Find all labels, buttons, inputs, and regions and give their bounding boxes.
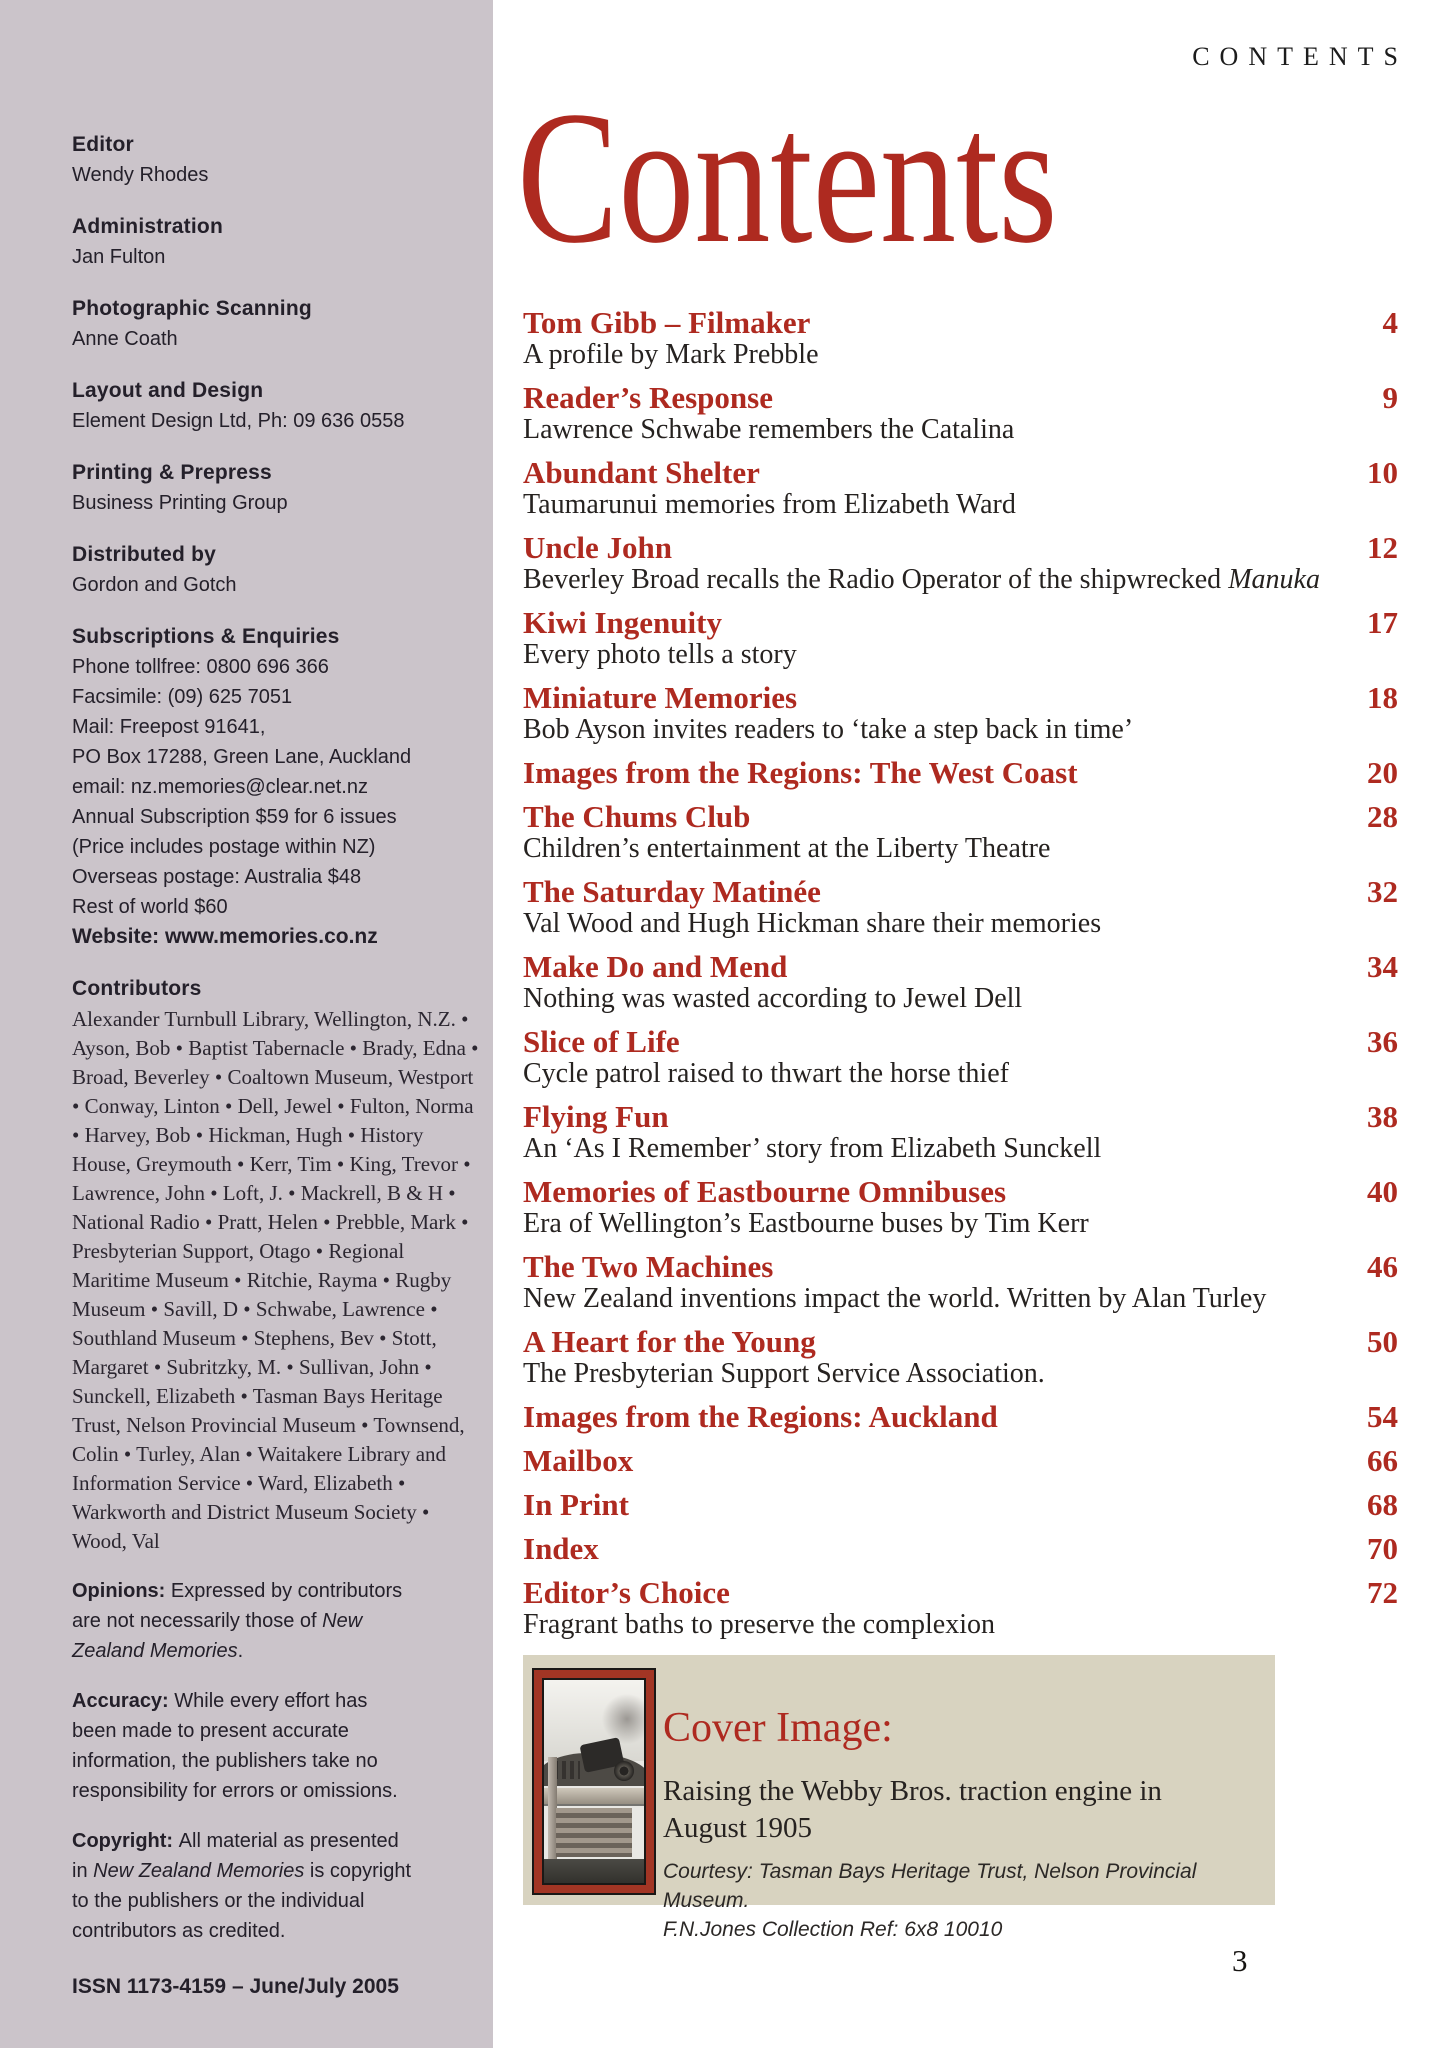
masthead-sections <box>72 130 483 952</box>
sidebar-section <box>72 212 412 272</box>
contributors-heading: Contributors <box>72 977 202 1000</box>
photo-water <box>544 1859 644 1883</box>
toc-entry-title: Tom Gibb – Filmaker <box>523 305 811 340</box>
toc-entry-page-number: 50 <box>1367 1324 1398 1359</box>
page-header-label: CONTENTS <box>1192 42 1408 71</box>
masthead-sidebar <box>0 0 493 2048</box>
toc-entry-page-number: 28 <box>1367 799 1398 834</box>
toc-subtitle-text: Taumarunui memories from Elizabeth Ward <box>523 489 1016 520</box>
cover-image-heading: Cover Image: <box>663 1705 893 1751</box>
table-of-contents <box>523 306 1398 1640</box>
sidebar-section-heading: Administration <box>72 215 223 238</box>
note-text: . <box>237 1640 244 1662</box>
toc-title-row <box>523 1175 1398 1208</box>
note-text: is copyright to the publishers or the individual contributors as credited. <box>72 1860 412 1942</box>
toc-entry <box>523 1250 1398 1314</box>
page-title: Contents <box>517 73 1058 283</box>
toc-subtitle-text: Children’s entertainment at the Liberty Theatre <box>523 833 1051 864</box>
sidebar-section-line: Anne Coath <box>72 328 178 350</box>
toc-title-row <box>523 456 1398 489</box>
sidebar-section <box>72 622 412 952</box>
toc-entry-page-number: 12 <box>1367 530 1398 565</box>
sidebar-section-heading: Editor <box>72 133 134 156</box>
toc-entry-page-number: 72 <box>1367 1575 1398 1610</box>
toc-entry-page-number: 4 <box>1382 305 1398 340</box>
toc-entry-page-number: 68 <box>1367 1487 1398 1522</box>
toc-entry <box>523 531 1398 595</box>
toc-entry <box>523 681 1398 745</box>
toc-entry-title: Index <box>523 1531 599 1566</box>
toc-title-row <box>523 800 1398 833</box>
contents-main-column <box>517 0 1408 2048</box>
sidebar-section-line: Business Printing Group <box>72 492 288 514</box>
toc-entry-subtitle <box>523 908 1398 939</box>
toc-entry-page-number: 40 <box>1367 1174 1398 1209</box>
sidebar-note <box>72 1576 417 1666</box>
cover-credit-line: F.N.Jones Collection Ref: 6x8 10010 <box>663 1918 1003 1941</box>
toc-entry-title: Flying Fun <box>523 1099 669 1134</box>
toc-entry-title: A Heart for the Young <box>523 1324 816 1359</box>
toc-entry-subtitle <box>523 1283 1398 1314</box>
photo-people <box>554 1761 580 1779</box>
note-label: Opinions: <box>72 1580 171 1602</box>
sidebar-section-line: Overseas postage: Australia $48 <box>72 866 362 888</box>
sidebar-section-line: Rest of world $60 <box>72 896 228 918</box>
toc-title-row <box>523 531 1398 564</box>
toc-title-row <box>523 1025 1398 1058</box>
toc-title-row <box>523 1532 1398 1565</box>
sidebar-section-line: Annual Subscription $59 for 6 issues <box>72 806 397 828</box>
toc-entry-title: The Two Machines <box>523 1249 774 1284</box>
cover-credit-line: Courtesy: Tasman Bays Heritage Trust, Nelson Provincial Museum. <box>663 1860 1197 1912</box>
sidebar-section <box>72 376 412 436</box>
photo-bridge-beam <box>544 1788 644 1804</box>
toc-title-row <box>523 681 1398 714</box>
toc-title-row <box>523 306 1398 339</box>
toc-entry <box>523 1100 1398 1164</box>
cover-image-box <box>523 1655 1275 1941</box>
toc-subtitle-text: New Zealand inventions impact the world. Written by Alan Turley <box>523 1283 1267 1314</box>
sidebar-section-line: Gordon and Gotch <box>72 574 237 596</box>
toc-entry-page-number: 34 <box>1367 949 1398 984</box>
toc-subtitle-text: Era of Wellington’s Eastbourne buses by Tim Kerr <box>523 1208 1089 1239</box>
note-text: While every effort has been made to present accurate information, the publishers take no responsibility for errors or omissions. <box>72 1690 398 1802</box>
toc-entry <box>523 606 1398 670</box>
sidebar-section <box>72 540 412 600</box>
sidebar-section-line: Facsimile: (09) 625 7051 <box>72 686 293 708</box>
sidebar-section <box>72 458 412 518</box>
toc-entry-title: In Print <box>523 1487 629 1522</box>
toc-entry <box>523 1325 1398 1389</box>
toc-entry-title: Slice of Life <box>523 1024 680 1059</box>
toc-entry-subtitle <box>523 1058 1398 1089</box>
toc-entry-page-number: 18 <box>1367 680 1398 715</box>
contributors-list: Alexander Turnbull Library, Wellington, N.Z. • Ayson, Bob • Baptist Tabernacle • Brady, Edna • Broad, Beverley • Coaltown Museum, Westport • Conway, Linton • Dell, Jewel • Fulton, Norma • Harvey, Bob • Hickman, Hugh • History House, Greymouth • Kerr, Tim • King, Trevor • Lawrence, John • Loft, J. • Mackrell, B & H • National Radio • Pratt, Helen • Prebble, Mark • Presbyterian Support, Otago • Regional Maritime Museum • Ritchie, Rayma • Rugby Museum • Savill, D • Schwabe, Lawrence • Southland Museum • Stephens, Bev • Stott, Margaret • Subritzky, M. • Sullivan, John • Sunckell, Elizabeth • Tasman Bays Heritage Trust, Nelson Provincial Museum • Townsend, Colin • Turley, Alan • Waitakere Library and Information Service • Ward, Elizabeth • Warkworth and District Museum Society • Wood, Val <box>72 1007 479 1553</box>
toc-entry-subtitle <box>523 639 1398 670</box>
toc-entry-subtitle <box>523 1358 1398 1389</box>
sidebar-section-heading: Photographic Scanning <box>72 297 312 320</box>
sidebar-section <box>72 294 412 354</box>
toc-entry <box>523 1444 1398 1477</box>
sidebar-section-line: Mail: Freepost 91641, <box>72 716 266 738</box>
toc-entry-subtitle <box>523 489 1398 520</box>
toc-entry-page-number: 9 <box>1382 380 1398 415</box>
toc-entry <box>523 1532 1398 1565</box>
toc-title-row <box>523 1100 1398 1133</box>
toc-title-row <box>523 1444 1398 1477</box>
toc-subtitle-text: Nothing was wasted according to Jewel Dell <box>523 983 1023 1014</box>
toc-entry <box>523 1400 1398 1433</box>
note-label: Copyright: <box>72 1830 179 1852</box>
note-label: Accuracy: <box>72 1690 175 1712</box>
toc-subtitle-italic: Manuka <box>1228 564 1320 595</box>
note-text: Expressed by contributors are not necessarily those of <box>72 1580 403 1632</box>
cover-photo-frame <box>532 1668 656 1895</box>
toc-entry-title: Uncle John <box>523 530 672 565</box>
cover-credit <box>663 1857 1263 1944</box>
toc-subtitle-text: Beverley Broad recalls the Radio Operator of the shipwrecked <box>523 564 1229 595</box>
toc-entry <box>523 1025 1398 1089</box>
toc-title-row <box>523 1576 1398 1609</box>
sidebar-section-line: Jan Fulton <box>72 246 166 268</box>
toc-entry-page-number: 36 <box>1367 1024 1398 1059</box>
toc-title-row <box>523 381 1398 414</box>
sidebar-note <box>72 1686 417 1806</box>
toc-entry-title: Editor’s Choice <box>523 1575 730 1610</box>
sidebar-section-heading: Layout and Design <box>72 379 264 402</box>
toc-entry-page-number: 10 <box>1367 455 1398 490</box>
toc-title-row <box>523 1488 1398 1521</box>
toc-subtitle-text: Lawrence Schwabe remembers the Catalina <box>523 414 1015 445</box>
toc-entry-page-number: 46 <box>1367 1249 1398 1284</box>
sidebar-section-line: Phone tollfree: 0800 696 366 <box>72 656 329 678</box>
page-number: 3 <box>1232 1943 1248 1978</box>
photo-log-stack <box>556 1808 632 1857</box>
toc-subtitle-text: Every photo tells a story <box>523 639 797 670</box>
toc-entry-title: Mailbox <box>523 1443 634 1478</box>
toc-entry-title: Miniature Memories <box>523 680 798 715</box>
toc-entry-subtitle <box>523 1609 1398 1640</box>
sidebar-section-line: PO Box 17288, Green Lane, Auckland <box>72 746 412 768</box>
sidebar-section-heading: Distributed by <box>72 543 216 566</box>
toc-subtitle-text: The Presbyterian Support Service Association. <box>523 1358 1045 1389</box>
toc-entry <box>523 1576 1398 1640</box>
toc-title-row <box>523 606 1398 639</box>
toc-entry-page-number: 38 <box>1367 1099 1398 1134</box>
sidebar-section <box>72 130 412 190</box>
toc-title-row <box>523 875 1398 908</box>
toc-entry-title: Memories of Eastbourne Omnibuses <box>523 1174 1007 1209</box>
toc-title-row <box>523 1325 1398 1358</box>
toc-entry-subtitle <box>523 983 1398 1014</box>
note-italic-title: New Zealand Memories <box>93 1860 305 1882</box>
publisher-notes <box>72 1576 483 1946</box>
cover-caption: Raising the Webby Bros. traction engine in August 1905 <box>663 1775 1162 1844</box>
toc-entry-subtitle <box>523 714 1398 745</box>
toc-entry-title: Abundant Shelter <box>523 455 760 490</box>
toc-entry <box>523 800 1398 864</box>
sidebar-section-line: Wendy Rhodes <box>72 164 209 186</box>
toc-entry-page-number: 70 <box>1367 1531 1398 1566</box>
toc-entry <box>523 381 1398 445</box>
toc-entry-page-number: 32 <box>1367 874 1398 909</box>
toc-entry-subtitle <box>523 1208 1398 1239</box>
toc-title-row <box>523 1250 1398 1283</box>
toc-entry-title: Reader’s Response <box>523 380 773 415</box>
toc-entry-subtitle <box>523 564 1398 595</box>
toc-entry-title: Make Do and Mend <box>523 949 788 984</box>
toc-entry <box>523 756 1398 789</box>
note-italic-title: New Zealand Memories <box>72 1610 363 1662</box>
sidebar-section-heading: Printing & Prepress <box>72 461 272 484</box>
toc-entry <box>523 1175 1398 1239</box>
toc-subtitle-text: An ‘As I Remember’ story from Elizabeth Sunckell <box>523 1133 1102 1164</box>
sidebar-section-line: Element Design Ltd, Ph: 09 636 0558 <box>72 410 405 432</box>
issn-line: ISSN 1173-4159 – June/July 2005 <box>72 1975 399 1998</box>
toc-entry-subtitle <box>523 833 1398 864</box>
toc-subtitle-text: Bob Ayson invites readers to ‘take a step back in time’ <box>523 714 1134 745</box>
toc-entry <box>523 306 1398 370</box>
toc-entry-title: Images from the Regions: Auckland <box>523 1399 998 1434</box>
cover-text-block <box>663 1705 1263 1944</box>
note-text: All material as presented in <box>72 1830 399 1882</box>
toc-title-row <box>523 756 1398 789</box>
toc-subtitle-text: Cycle patrol raised to thwart the horse thief <box>523 1058 1009 1089</box>
photo-wheel <box>586 1757 612 1783</box>
sidebar-section-heading: Subscriptions & Enquiries <box>72 625 340 648</box>
toc-subtitle-text: A profile by Mark Prebble <box>523 339 819 370</box>
toc-entry <box>523 950 1398 1014</box>
sidebar-section-line: email: nz.memories@clear.net.nz <box>72 776 368 798</box>
toc-entry <box>523 1488 1398 1521</box>
toc-entry-title: Images from the Regions: The West Coast <box>523 755 1078 790</box>
toc-subtitle-text: Fragrant baths to preserve the complexion <box>523 1609 995 1640</box>
toc-entry-subtitle <box>523 339 1398 370</box>
toc-entry-title: The Saturday Matinée <box>523 874 821 909</box>
toc-entry-title: Kiwi Ingenuity <box>523 605 722 640</box>
toc-entry-subtitle <box>523 414 1398 445</box>
toc-subtitle-text: Val Wood and Hugh Hickman share their memories <box>523 908 1102 939</box>
toc-entry <box>523 875 1398 939</box>
sidebar-section-line: (Price includes postage within NZ) <box>72 836 376 858</box>
cover-photo <box>542 1678 646 1885</box>
toc-entry-page-number: 66 <box>1367 1443 1398 1478</box>
toc-title-row <box>523 950 1398 983</box>
toc-title-row <box>523 1400 1398 1433</box>
toc-entry-subtitle <box>523 1133 1398 1164</box>
toc-entry-title: The Chums Club <box>523 799 751 834</box>
toc-entry-page-number: 54 <box>1367 1399 1398 1434</box>
toc-entry-page-number: 17 <box>1367 605 1398 640</box>
toc-entry-page-number: 20 <box>1367 755 1398 790</box>
sidebar-note <box>72 1826 417 1946</box>
contributors-block <box>72 974 483 1556</box>
toc-entry <box>523 456 1398 520</box>
sidebar-section-bold-line: Website: www.memories.co.nz <box>72 925 378 948</box>
